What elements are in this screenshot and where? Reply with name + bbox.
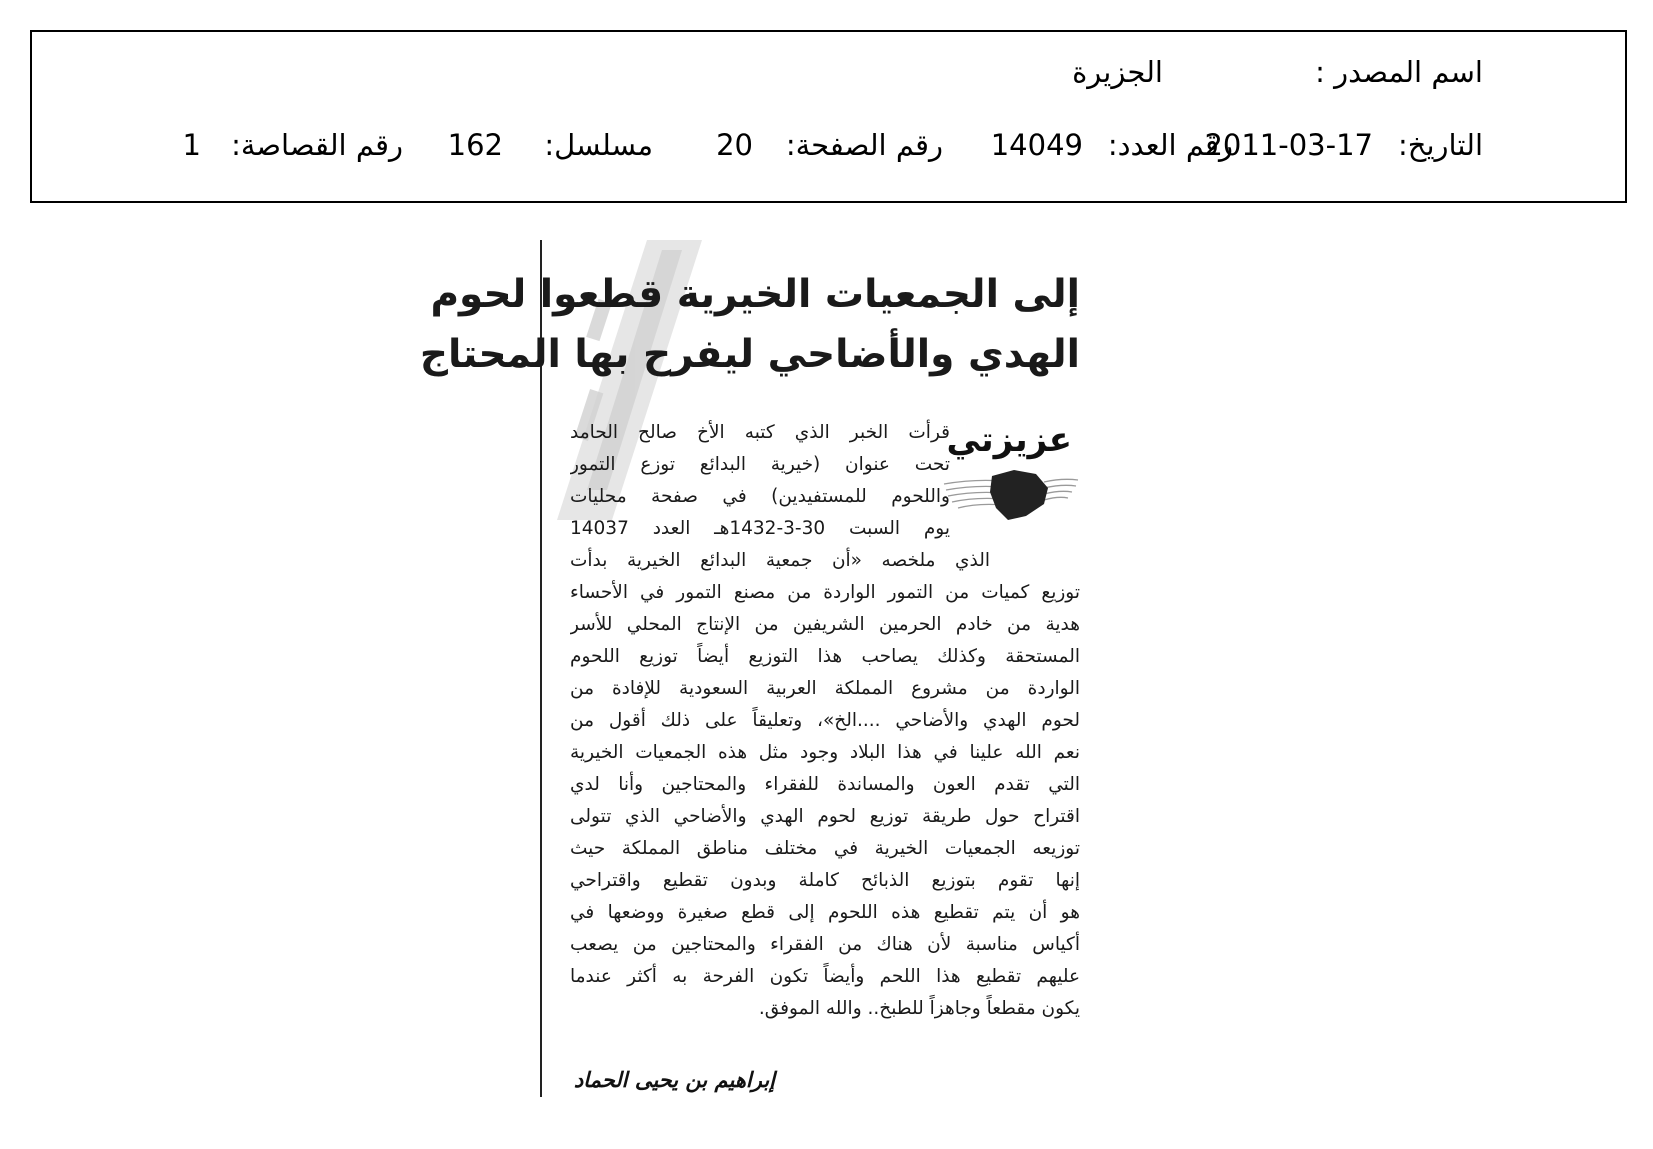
body-line-3: واللحوم للمستفيدين) في صفحة محليات: [570, 486, 950, 507]
body-line-5: الذي ملخصه «أن جمعية البدائع الخيرية بدأت: [570, 550, 990, 571]
column-logo-text: عزيزتي: [946, 420, 1072, 460]
body-line-11: نعم الله علينا في هذا البلاد وجود مثل هذه الجمعيات الخيرية: [570, 742, 1080, 763]
clipping-label: رقم القصاصة:: [231, 128, 403, 162]
body-line-15: إنها تقوم بتوزيع الذبائح كاملة وبدون تقطيع واقتراحي: [570, 870, 1080, 891]
page-label: رقم الصفحة:: [785, 128, 943, 162]
author-signature: إبراهيم بن يحيى الحماد: [573, 1068, 775, 1092]
source-label: اسم المصدر :: [1315, 55, 1483, 89]
headline-line-1: إلى الجمعيات الخيرية قطعوا لحوم: [430, 272, 1080, 317]
headline-line-2: الهدي والأضاحي ليفرح بها المحتاج: [419, 332, 1080, 377]
body-line-13: اقتراح حول طريقة توزيع لحوم الهدي والأضاحي الذي تتولى: [570, 806, 1080, 827]
body-line-7: هدية من خادم الحرمين الشريفين من الإنتاج المحلي للأسر: [570, 614, 1080, 635]
body-line-1: قرأت الخبر الذي كتبه الأخ صالح الحامد: [570, 422, 950, 443]
issue-value: 14049: [990, 128, 1083, 162]
body-line-6: توزيع كميات من التمور الواردة من مصنع التمور في الأحساء: [570, 582, 1080, 603]
body-line-14: توزيعه الجمعيات الخيرية في مختلف مناطق المملكة حيث: [570, 838, 1080, 859]
column-logo: [940, 420, 1080, 530]
body-line-17: أكياس مناسبة لأن هناك من الفقراء والمحتاجين من يصعب: [570, 934, 1080, 955]
serial-label: مسلسل:: [544, 128, 653, 162]
page-value: 20: [716, 128, 753, 162]
saudi-map-icon: [940, 420, 1080, 530]
body-line-12: التي تقدم العون والمساندة للفقراء والمحتاجين وأنا لدي: [570, 774, 1080, 795]
date-value: 2011-03-17: [1204, 128, 1373, 162]
body-line-9: الواردة من مشروع المملكة العربية السعودية للإفادة من: [570, 678, 1080, 699]
body-line-4: يوم السبت 30-3-1432هـ العدد 14037: [570, 518, 950, 539]
body-line-8: المستحقة وكذلك يصاحب هذا التوزيع أيضاً توزيع اللحوم: [570, 646, 1080, 667]
body-line-16: هو أن يتم تقطيع هذه اللحوم إلى قطع صغيرة ووضعها في: [570, 902, 1080, 923]
source-value: الجزيرة: [1072, 55, 1163, 89]
clipping-value: 1: [182, 128, 201, 162]
body-line-2: تحت عنوان (خيرية البدائع توزع التمور: [570, 454, 950, 475]
body-line-19: يكون مقطعاً وجاهزاً للطبخ.. والله الموفق.: [758, 998, 1080, 1019]
date-label: التاريخ:: [1397, 128, 1483, 162]
body-line-10: لحوم الهدي والأضاحي ....الخ»، وتعليقاً على ذلك أقول من: [570, 710, 1080, 731]
issue-label: رقم العدد:: [1107, 128, 1233, 162]
body-line-18: عليهم تقطيع هذا اللحم وأيضاً تكون الفرحة به أكثر عندما: [570, 966, 1080, 987]
serial-value: 162: [447, 128, 503, 162]
